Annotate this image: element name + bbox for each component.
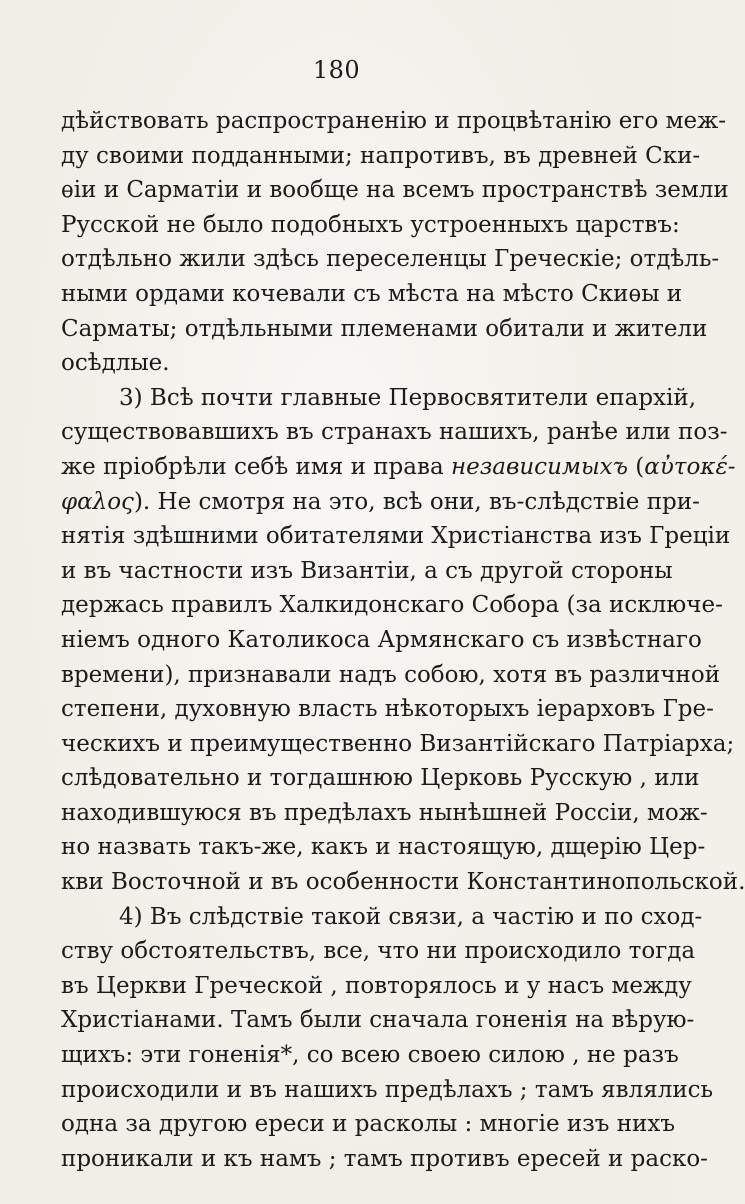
text-line: нятія здѣшними обитателями Христіанства изъ Греціи <box>61 523 731 550</box>
text-line: степени, духовную власть нѣкоторыхъ іерарховъ Гре- <box>61 696 714 723</box>
text-line: находившуюся въ предѣлахъ нынѣшней Россіи, мож- <box>61 799 708 826</box>
text-line: держась правилъ Халкидонскаго Собора (за исключе- <box>61 592 723 619</box>
text-line: φαλος). Не смотря на это, всѣ они, въ-слѣдствіе при- <box>61 488 700 515</box>
text-line: Русской не было подобныхъ устроенныхъ царствъ: <box>61 211 680 238</box>
text-line: ству обстоятельствъ, все, что ни происходило тогда <box>61 938 696 965</box>
text-line: ніемъ одного Католикоса Армянскаго съ извѣстнаго <box>61 626 702 653</box>
text-line: въ Церкви Греческой , повторялось и у насъ между <box>61 972 692 999</box>
page-number: 180 <box>312 56 361 84</box>
text-line: дѣйствовать распространенію и процвѣтанію его меж- <box>61 108 727 134</box>
text-line: Сарматы; отдѣльными племенами обитали и жители <box>61 315 708 342</box>
text-line: ду своими подданными; напротивъ, въ древней Ски- <box>61 142 701 169</box>
paragraph-4-start: 4) Въ слѣдствіе такой связи, а частію и по сход- <box>119 903 703 930</box>
text-line: и въ частности изъ Византіи, а съ другой стороны <box>61 557 673 584</box>
text-line: времени), признавали надъ собою, хотя въ различной <box>61 661 721 688</box>
paragraph-3-start: 3) Всѣ почти главные Первосвятители епархій, <box>119 384 697 411</box>
text-line: слѣдовательно и тогдашнюю Церковь Русскую , или <box>61 765 700 792</box>
text-line: ѳіи и Сарматіи и вообще на всемъ пространствѣ земли <box>61 177 729 204</box>
text-line: ческихъ и преимущественно Византійскаго Патріарха; <box>61 730 735 757</box>
text-line: кви Восточной и въ особенности Константинопольской. <box>61 869 745 896</box>
text-line: одна за другою ереси и расколы : многіе изъ нихъ <box>61 1111 675 1138</box>
text-line: существовавшихъ въ странахъ нашихъ, ранѣе или поз- <box>61 419 728 446</box>
text-line: осѣдлые. <box>61 350 170 377</box>
text-line: происходили и въ нашихъ предѣлахъ ; тамъ являлись <box>61 1076 714 1103</box>
text-line: проникали и къ намъ ; тамъ противъ ересей и раско- <box>61 1145 708 1172</box>
italic-term: независимыхъ <box>450 453 628 480</box>
greek-term-continued: φαλος <box>61 488 134 515</box>
text-line: щихъ: эти гоненія*, со всею своею силою , не разъ <box>61 1042 679 1069</box>
text-line: ными ордами кочевали съ мѣста на мѣсто Скиѳы и <box>61 280 683 307</box>
body-text <box>61 104 745 1176</box>
text-line: отдѣльно жили здѣсь переселенцы Греческіе; отдѣль- <box>61 246 720 273</box>
text-line: Христіанами. Тамъ были сначала гоненія на вѣрую- <box>61 1007 695 1034</box>
greek-term: αὐτοκέ- <box>644 453 736 480</box>
text-line: но назвать такъ-же, какъ и настоящую, дщерію Цер- <box>61 834 706 861</box>
text-line: же пріобрѣли себѣ имя и права независимыхъ (αὐτοκέ- <box>61 453 736 480</box>
